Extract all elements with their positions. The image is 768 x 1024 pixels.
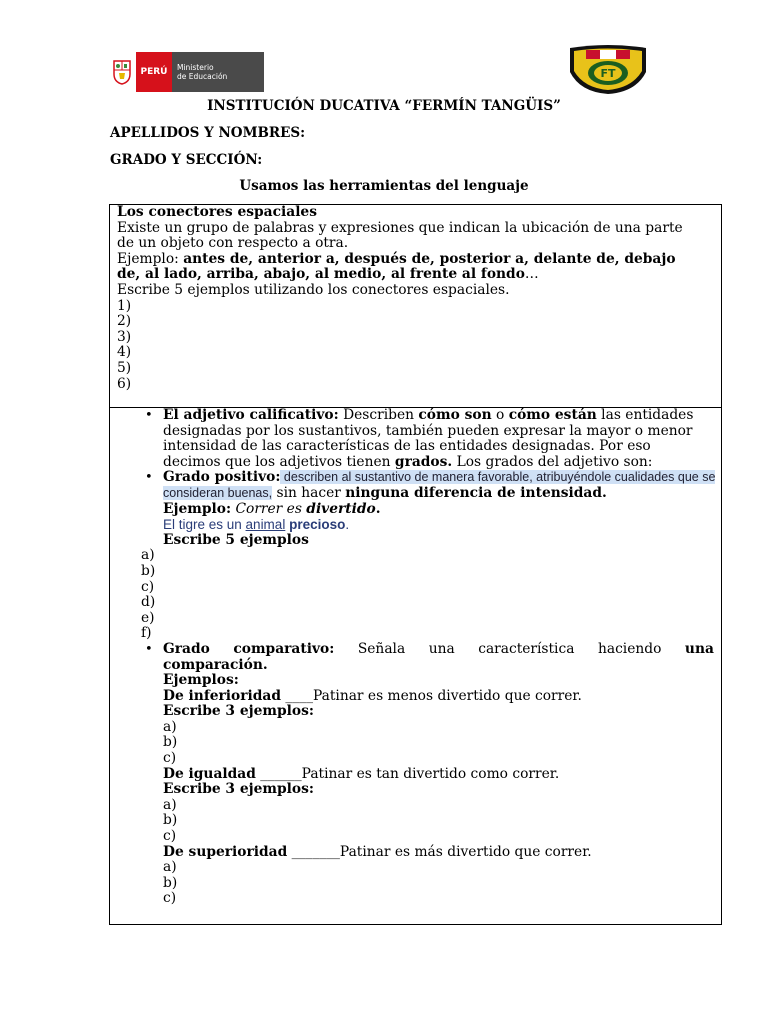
list-item: b) (163, 812, 178, 829)
list-item: e) (141, 609, 155, 626)
country-label: PERÚ (136, 52, 172, 92)
ministry-name: Ministerio de Educación (172, 52, 264, 92)
list-item: 4) (117, 344, 132, 361)
peru-shield-icon (108, 52, 136, 92)
list-item: a) (163, 796, 177, 813)
list-item: b) (163, 874, 178, 891)
ministry-logo (108, 52, 264, 92)
list-item: b) (163, 734, 178, 751)
paragraph-line: Existe un grupo de palabras y expresiones que indican la ubicación de una parte (117, 219, 683, 236)
names-label: APELLIDOS Y NOMBRES: (110, 125, 306, 141)
list-item: 3) (117, 328, 132, 345)
adjective-box (109, 407, 722, 925)
page-title: Usamos las herramientas del lenguaje (239, 178, 529, 194)
list-item: f) (141, 625, 152, 642)
list-item: c) (163, 750, 177, 767)
list-item: a) (163, 718, 177, 735)
bullet: • (145, 408, 153, 423)
list-item: 5) (117, 359, 132, 376)
adjective-section: • El adjetivo calificativo: Describen cómo son o cómo están las entidades designadas por los sustantivos, también pueden expresar la mayor o menor intensidad de las características de las entidades designadas. Por eso decimos que los adjetivos tienen grados. Los grados del adjetivo son: (145, 407, 694, 470)
bullet: • (145, 641, 153, 657)
grade-label: GRADO Y SECCIÓN: (110, 152, 263, 168)
list-item: d) (141, 594, 156, 611)
bullet: • (145, 470, 153, 486)
institution-name: INSTITUCIÓN DUCATIVA “FERMÍN TANGÜIS” (207, 98, 561, 114)
list-item: 1) (117, 297, 132, 314)
positive-degree-section: • Grado positivo: describen al sustantivo de manera favorable, atribuyéndole cualidades que se consideran buenas, sin hacer ninguna diferencia de intensidad. Ejemplo: Correr es divertido. El tigre es un animal precioso. Escribe 5 ejemplos a) b) c) d) e) f) (117, 470, 714, 642)
svg-text:FT: FT (600, 67, 616, 80)
example-line: Ejemplo: antes de, anterior a, después de, posterior a, delante de, debajo (117, 250, 676, 267)
spatial-connectors-box (109, 204, 722, 408)
school-crest-icon (566, 44, 650, 96)
comparative-degree-section: • Grado comparativo: Señala una característica haciendo una comparación. Ejemplos: De inferioridad ____Patinar es menos divertido que correr. Escribe 3 ejemplos: a) b) c) De igualdad ______Patinar es tan divertido como correr. Escribe 3 ejemplos: a) b) c) De superioridad _______Patinar es más divertido que correr. a) b) c) (117, 642, 714, 907)
list-item: c) (163, 828, 177, 845)
paragraph-line: de un objeto con respecto a otra. (117, 235, 349, 252)
section-heading: Los conectores espaciales (117, 204, 317, 220)
list-item: a) (163, 859, 177, 876)
example-line: de, al lado, arriba, abajo, al medio, al frente al fondo… (117, 266, 539, 283)
list-item: a) (141, 547, 155, 564)
list-item: 6) (117, 375, 132, 392)
list-item: b) (141, 562, 156, 579)
list-item: c) (141, 578, 155, 595)
list-item: c) (163, 890, 177, 907)
instruction: Escribe 5 ejemplos utilizando los conectores espaciales. (117, 281, 510, 298)
list-item: 2) (117, 313, 132, 330)
